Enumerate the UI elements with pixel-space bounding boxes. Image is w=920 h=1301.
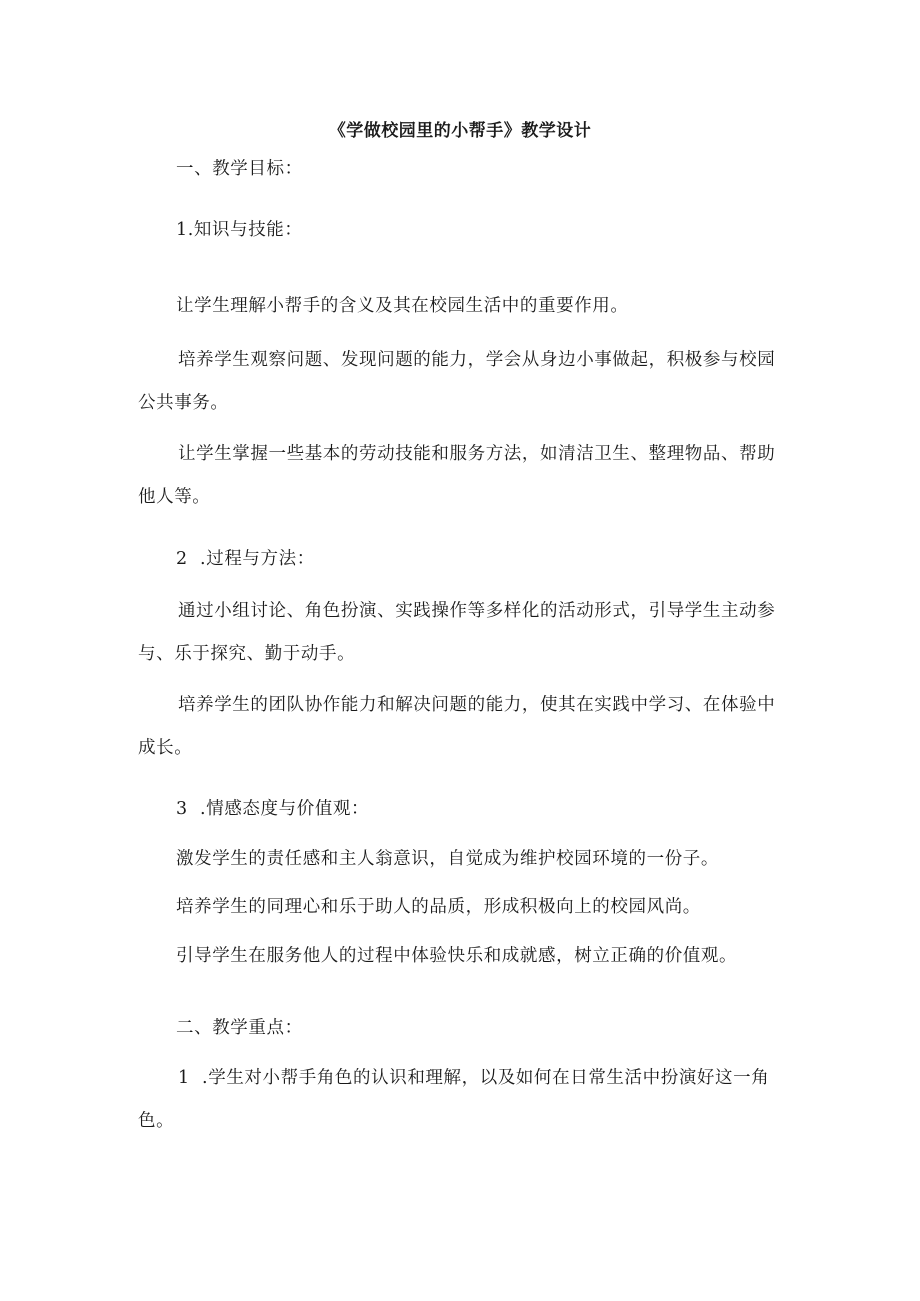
paragraph-line: 成长。: [138, 738, 193, 758]
paragraph-line: 与、乐于探究、勤于动手。: [138, 644, 356, 664]
subheading-process-methods: 2 .过程与方法：: [176, 549, 315, 569]
paragraph-line: 培养学生观察问题、发现问题的能力，学会从身边小事做起，积极参与校园: [178, 350, 776, 370]
paragraph-line: 培养学生的团队协作能力和解决问题的能力，使其在实践中学习、在体验中: [178, 695, 776, 715]
subheading-knowledge-skills: 1.知识与技能：: [176, 220, 303, 240]
paragraph-knowledge-3: [138, 443, 788, 508]
paragraph-line: 公共事务。: [138, 393, 229, 413]
section-heading-objectives: 一、教学目标：: [176, 159, 303, 179]
section-heading-key-points: 二、教学重点：: [176, 1018, 303, 1038]
paragraph-line: 通过小组讨论、角色扮演、实践操作等多样化的活动形式，引导学生主动参: [178, 601, 776, 621]
paragraph-line: 让学生掌握一些基本的劳动技能和服务方法，如清洁卫生、整理物品、帮助: [178, 444, 776, 464]
paragraph-values-2: 培养学生的同理心和乐于助人的品质，形成积极向上的校园风尚。: [176, 897, 701, 917]
paragraph-values-3: 引导学生在服务他人的过程中体验快乐和成就感，树立正确的价值观。: [176, 946, 738, 966]
paragraph-key-point-1: [138, 1067, 788, 1132]
paragraph-process-2: [138, 694, 788, 759]
paragraph-line: 他人等。: [138, 487, 211, 507]
subheading-values: 3 .情感态度与价值观：: [176, 799, 370, 819]
document-title: 《学做校园里的小帮手》教学设计: [328, 121, 592, 141]
paragraph-line: 1 .学生对小帮手角色的认识和理解，以及如何在日常生活中扮演好这一角: [178, 1068, 770, 1088]
paragraph-process-1: [138, 600, 788, 665]
paragraph-values-1: 激发学生的责任感和主人翁意识，自觉成为维护校园环境的一份子。: [176, 849, 719, 869]
paragraph-knowledge-2: [138, 349, 788, 414]
paragraph-line: 色。: [138, 1111, 175, 1131]
paragraph-knowledge-1: 让学生理解小帮手的含义及其在校园生活中的重要作用。: [176, 296, 629, 316]
